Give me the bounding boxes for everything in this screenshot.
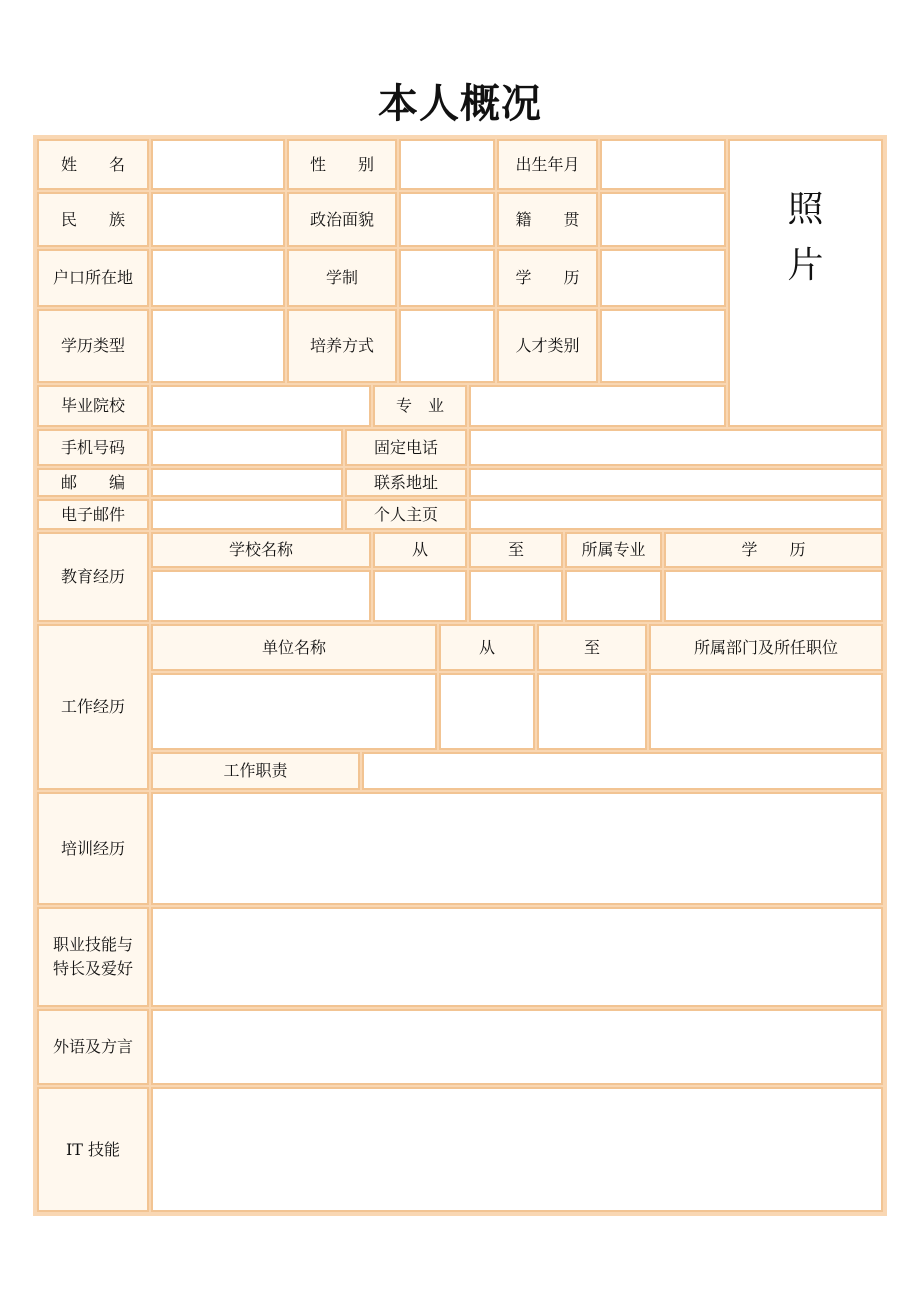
label-household-registration: 户口所在地 bbox=[37, 249, 149, 307]
education-header-major: 所属专业 bbox=[565, 532, 662, 568]
label-homepage: 个人主页 bbox=[345, 499, 467, 530]
label-address: 联系地址 bbox=[345, 468, 467, 497]
label-education: 学 历 bbox=[497, 249, 598, 307]
education-from-field[interactable] bbox=[373, 570, 467, 622]
address-field[interactable] bbox=[469, 468, 883, 497]
label-work-duties: 工作职责 bbox=[151, 752, 360, 790]
label-work-history: 工作经历 bbox=[37, 624, 149, 790]
label-ethnicity: 民 族 bbox=[37, 192, 149, 247]
label-gender: 性 别 bbox=[287, 139, 397, 190]
label-skills-line2: 特长及爱好 bbox=[52, 959, 133, 978]
skills-field[interactable] bbox=[151, 907, 883, 1007]
work-company-field[interactable] bbox=[151, 673, 437, 750]
work-header-position: 所属部门及所任职位 bbox=[649, 624, 883, 671]
native-place-field[interactable] bbox=[600, 192, 726, 247]
label-political-status: 政治面貌 bbox=[287, 192, 397, 247]
email-field[interactable] bbox=[151, 499, 343, 530]
name-field[interactable] bbox=[151, 139, 285, 190]
photo-label-2: 片 bbox=[787, 245, 824, 286]
mobile-field[interactable] bbox=[151, 429, 343, 466]
birth-field[interactable] bbox=[600, 139, 726, 190]
label-talent-category: 人才类别 bbox=[497, 309, 598, 383]
work-header-from: 从 bbox=[439, 624, 535, 671]
label-it-skills: IT 技能 bbox=[37, 1087, 149, 1212]
gender-field[interactable] bbox=[399, 139, 495, 190]
languages-field[interactable] bbox=[151, 1009, 883, 1085]
label-name: 姓 名 bbox=[37, 139, 149, 190]
education-degree-field[interactable] bbox=[664, 570, 883, 622]
education-type-field[interactable] bbox=[151, 309, 285, 383]
work-header-to: 至 bbox=[537, 624, 647, 671]
label-birth: 出生年月 bbox=[497, 139, 598, 190]
study-length-field[interactable] bbox=[399, 249, 495, 307]
ethnicity-field[interactable] bbox=[151, 192, 285, 247]
it-skills-field[interactable] bbox=[151, 1087, 883, 1212]
talent-category-field[interactable] bbox=[600, 309, 726, 383]
political-status-field[interactable] bbox=[399, 192, 495, 247]
education-field[interactable] bbox=[600, 249, 726, 307]
work-position-field[interactable] bbox=[649, 673, 883, 750]
major-field[interactable] bbox=[469, 385, 726, 427]
education-major-field[interactable] bbox=[565, 570, 662, 622]
work-header-company: 单位名称 bbox=[151, 624, 437, 671]
work-to-field[interactable] bbox=[537, 673, 647, 750]
label-native-place: 籍 贯 bbox=[497, 192, 598, 247]
education-school-field[interactable] bbox=[151, 570, 371, 622]
education-header-to: 至 bbox=[469, 532, 563, 568]
postcode-field[interactable] bbox=[151, 468, 343, 497]
household-registration-field[interactable] bbox=[151, 249, 285, 307]
label-training-history: 培训经历 bbox=[37, 792, 149, 905]
label-education-type: 学历类型 bbox=[37, 309, 149, 383]
training-history-field[interactable] bbox=[151, 792, 883, 905]
page-title: 本人概况 bbox=[378, 81, 542, 127]
photo-label-1: 照 bbox=[787, 189, 824, 230]
label-education-history: 教育经历 bbox=[37, 532, 149, 622]
label-training-mode: 培养方式 bbox=[287, 309, 397, 383]
homepage-field[interactable] bbox=[469, 499, 883, 530]
education-header-degree: 学 历 bbox=[664, 532, 883, 568]
label-skills-line1: 职业技能与 bbox=[52, 935, 133, 954]
education-header-from: 从 bbox=[373, 532, 467, 568]
education-to-field[interactable] bbox=[469, 570, 563, 622]
label-email: 电子邮件 bbox=[37, 499, 149, 530]
work-duties-field[interactable] bbox=[362, 752, 883, 790]
graduate-school-field[interactable] bbox=[151, 385, 371, 427]
work-from-field[interactable] bbox=[439, 673, 535, 750]
label-mobile: 手机号码 bbox=[37, 429, 149, 466]
label-skills bbox=[37, 907, 149, 1007]
label-landline: 固定电话 bbox=[345, 429, 467, 466]
education-header-school: 学校名称 bbox=[151, 532, 371, 568]
label-graduate-school: 毕业院校 bbox=[37, 385, 149, 427]
label-postcode: 邮 编 bbox=[37, 468, 149, 497]
label-major: 专 业 bbox=[373, 385, 467, 427]
landline-field[interactable] bbox=[469, 429, 883, 466]
label-languages: 外语及方言 bbox=[37, 1009, 149, 1085]
training-mode-field[interactable] bbox=[399, 309, 495, 383]
photo-box[interactable] bbox=[728, 139, 883, 427]
label-study-length: 学制 bbox=[287, 249, 397, 307]
